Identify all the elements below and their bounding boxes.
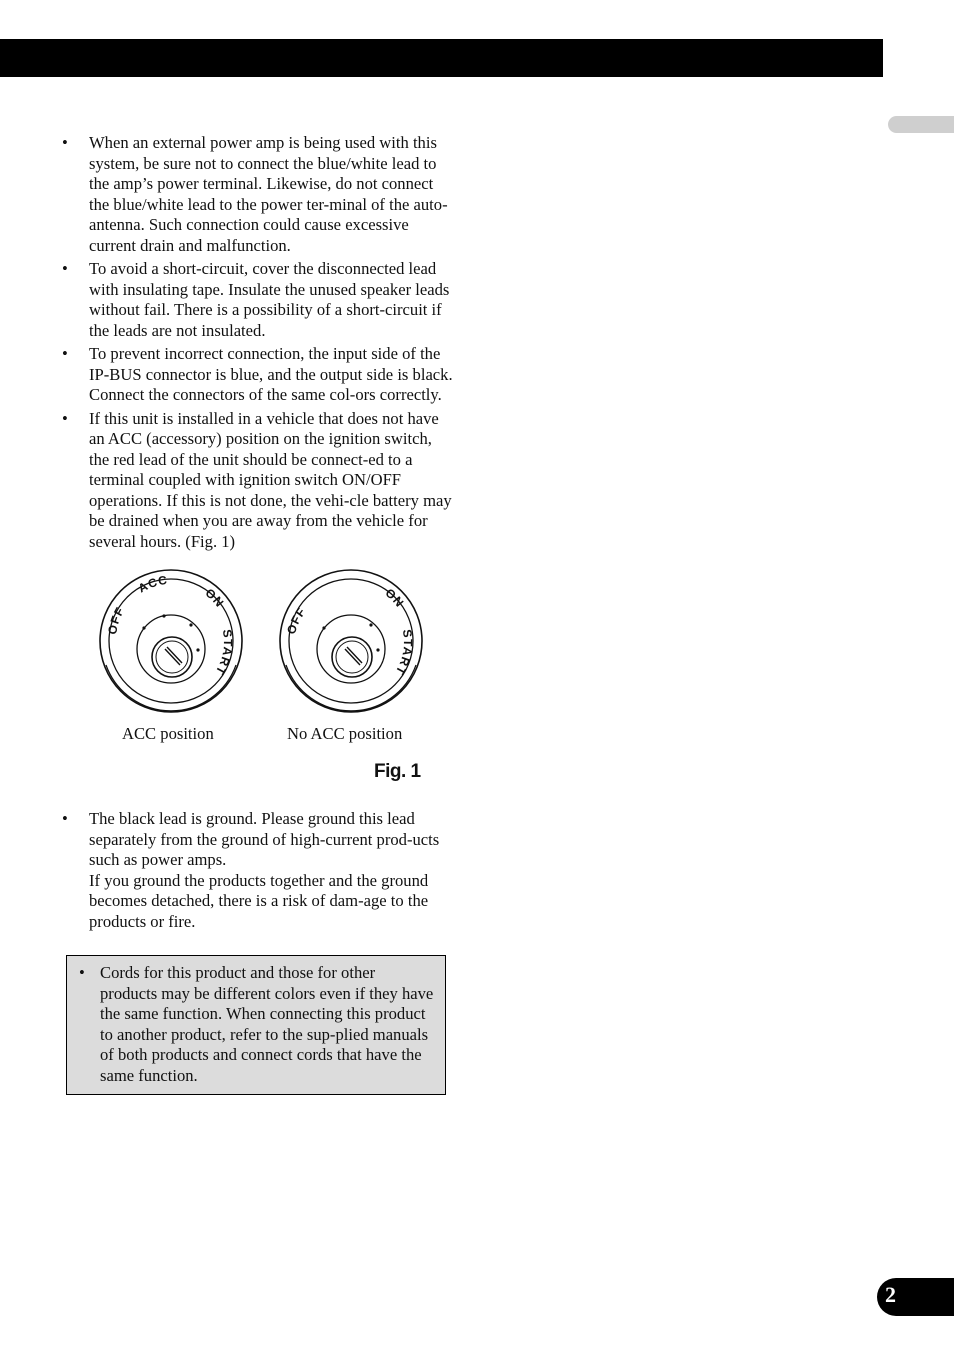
dial-label-start: START — [392, 628, 416, 678]
section-tab — [888, 116, 954, 133]
acc-position-caption: ACC position — [122, 724, 214, 743]
figure-label: Fig. 1 — [374, 761, 421, 782]
dial-label-acc: ACC — [135, 572, 169, 596]
note-box — [66, 955, 446, 1095]
dial-label-start: START — [212, 628, 236, 678]
figure-1 — [60, 569, 455, 809]
dial-label-off: OFF — [105, 604, 128, 636]
list-item — [60, 809, 455, 932]
no-acc-position-caption: No ACC position — [287, 724, 403, 743]
list-item-text: • To avoid a short-circuit, cover the disconnected lead with insulating tape. Insulate the unused speaker leads without fail. There is a possibility of a short-circuit if the leads are not insulated. — [89, 259, 450, 340]
ignition-switch-illustration — [98, 569, 428, 719]
dial-label-on: ON — [202, 585, 228, 611]
list-item — [60, 133, 455, 256]
note-text: • Cords for this product and those for other products may be different colors even if they have the same function. When connecting this product to another product, refer to the sup-plied manuals of both products and connect cords that have the same function. — [100, 963, 434, 1085]
page-number: 2 — [885, 1282, 896, 1307]
note-item — [77, 963, 436, 1086]
main-column — [60, 133, 455, 935]
list-item — [60, 409, 455, 553]
list-item — [60, 344, 455, 406]
list-item — [60, 259, 455, 341]
page-number-badge — [877, 1278, 954, 1316]
header-bar — [0, 39, 883, 77]
dial-label-on: ON — [382, 585, 408, 611]
list-item-text: • If this unit is installed in a vehicle that does not have an ACC (accessory) position on the ignition switch, the red lead of the unit should be connect-ed to a terminal coupled with ignition switch ON/OFF operations. If this is not done, the vehi-cle battery may be drained when you are away from the vehicle for several hours. (Fig. 1) — [89, 408, 452, 551]
list-item-text: • The black lead is ground. Please ground this lead separately from the ground of high-current prod-ucts such as power amps. — [89, 809, 440, 869]
list-item-text: If you ground the products together and the ground becomes detached, there is a risk of dam-age to the products or fire. — [89, 870, 429, 931]
list-item-text: • When an external power amp is being used with this system, be sure not to connect the blue/white lead to the amp’s power terminal. Likewise, do not connect the blue/white lead to the power ter-minal of the auto-antenna. Such connection could cause excessive current drain and malfunction. — [89, 133, 448, 255]
dial-label-off: OFF — [283, 604, 309, 636]
list-item-text: • To prevent incorrect connection, the input side of the IP-BUS connector is blue, and the output side is black. Connect the connectors of the same col-ors correctly. — [89, 344, 453, 404]
no-acc-ignition-dial — [280, 570, 422, 712]
acc-ignition-dial — [100, 570, 242, 712]
